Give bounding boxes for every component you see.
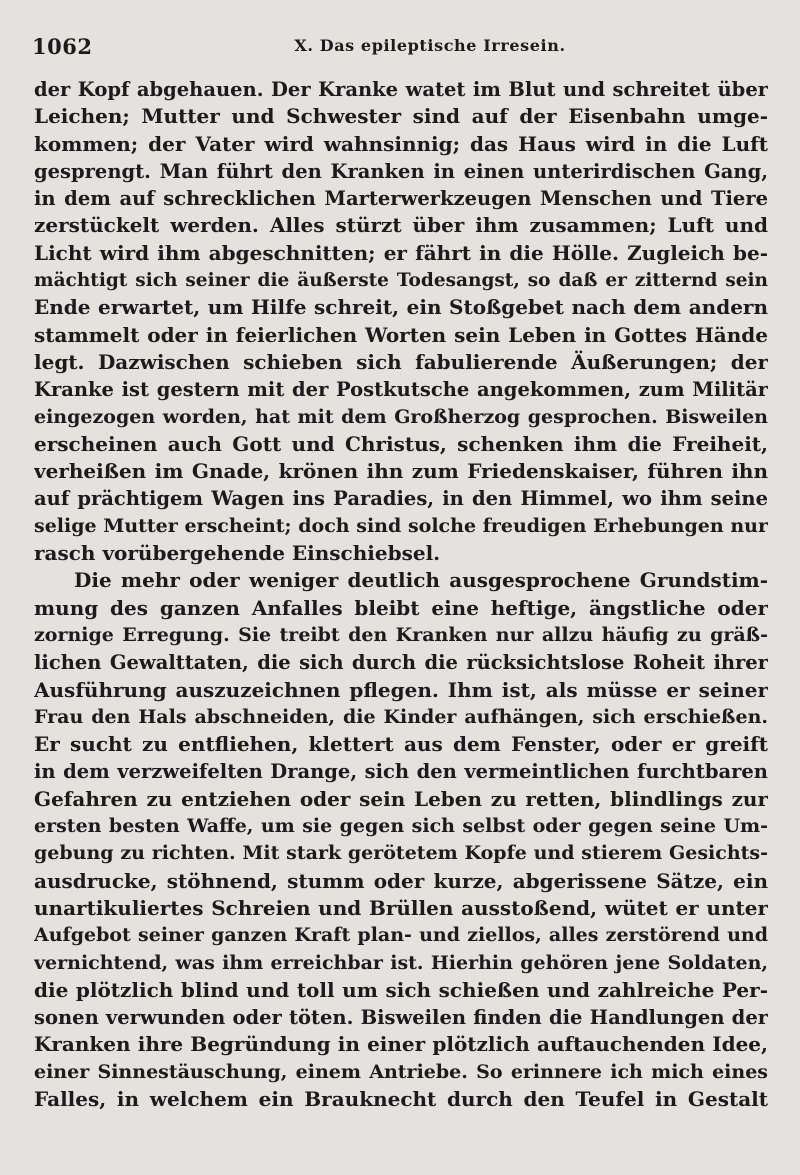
running-head: X. Das epileptische Irresein. — [294, 36, 566, 55]
paragraph-2 — [34, 567, 768, 1113]
text-line: die plötzlich blind und toll um sich schießen und zahlreiche Per- — [34, 977, 768, 1002]
text-line: ausdrucke, stöhnend, stumm oder kurze, abgerissene Sätze, ein — [34, 868, 768, 893]
text-line: in dem auf schrecklichen Marterwerkzeugen Menschen und Tiere — [34, 187, 768, 211]
text-line: Er sucht zu entfliehen, klettert aus dem Fenster, oder er greift — [34, 732, 768, 757]
text-line: in dem verzweifelten Drange, sich den vermeintlichen furchtbaren — [34, 760, 768, 784]
text-line: sonen verwunden oder töten. Bisweilen finden die Handlungen der — [34, 1006, 768, 1030]
text-line: der Kopf abgehauen. Der Kranke watet im Blut und schreitet über — [34, 78, 768, 101]
page-number: 1062 — [32, 34, 93, 59]
text-line: Ausführung auszuzeichnen pflegen. Ihm ist, als müsse er seiner — [34, 677, 768, 702]
text-line: gebung zu richten. Mit stark gerötetem Kopfe und stierem Gesichts- — [34, 842, 768, 865]
text-line: erscheinen auch Gott und Christus, schenken ihm die Freiheit, — [34, 431, 768, 456]
text-line: einer Sinnestäuschung, einem Antriebe. So erinnere ich mich eines — [34, 1060, 768, 1083]
text-line: vernichtend, was ihm erreichbar ist. Hierhin gehören jene Soldaten, — [34, 951, 768, 974]
text-line: Die mehr oder weniger deutlich ausgesprochene Grundstim- — [74, 568, 768, 593]
text-line: Licht wird ihm abgeschnitten; er fährt in die Hölle. Zugleich be- — [34, 240, 768, 265]
text-line: mächtigt sich seiner die äußerste Todesangst, so daß er zitternd sein — [34, 270, 768, 292]
text-line: zerstückelt werden. Alles stürzt über ihm zusammen; Luft und — [34, 213, 768, 238]
text-line: rasch vorübergehende Einschiebsel. — [34, 541, 441, 566]
text-line: verheißen im Gnade, krönen ihn zum Friedenskaiser, führen ihn — [34, 459, 768, 484]
page-header — [32, 34, 768, 58]
text-line: zornige Erregung. Sie treibt den Kranken nur allzu häufig zu gräß- — [34, 623, 768, 646]
text-line: Frau den Hals abschneiden, die Kinder aufhängen, sich erschießen. — [34, 705, 768, 728]
paragraph-1 — [34, 76, 768, 567]
text-line: Falles, in welchem ein Brauknecht durch den Teufel in Gestalt — [34, 1086, 768, 1111]
text-line: unartikuliertes Schreien und Brüllen ausstoßend, wütet er unter — [34, 895, 768, 920]
text-line: mung des ganzen Anfalles bleibt eine heftige, ängstliche oder — [34, 595, 768, 620]
text-line: lichen Gewalttaten, die sich durch die rücksichtslose Roheit ihrer — [34, 651, 768, 675]
text-line: Ende erwartet, um Hilfe schreit, ein Stoßgebet nach dem andern — [34, 295, 768, 320]
body-text — [34, 76, 768, 1113]
text-line: Leichen; Mutter und Schwester sind auf der Eisenbahn umge- — [34, 104, 768, 129]
text-line: Kranken ihre Begründung in einer plötzlich auftauchenden Idee, — [34, 1032, 768, 1057]
text-line: legt. Dazwischen schieben sich fabulierende Äußerungen; der — [34, 349, 768, 374]
text-line: gesprengt. Man führt den Kranken in einen unterirdischen Gang, — [34, 159, 768, 183]
text-line: eingezogen worden, hat mit dem Großherzog gesprochen. Bisweilen — [34, 405, 768, 428]
text-line: Aufgebot seiner ganzen Kraft plan- und ziellos, alles zerstörend und — [34, 924, 768, 947]
text-line: selige Mutter erscheint; doch sind solche freudigen Erhebungen nur — [34, 514, 768, 537]
text-line: ersten besten Waffe, um sie gegen sich selbst oder gegen seine Um- — [34, 815, 768, 838]
text-line: kommen; der Vater wird wahnsinnig; das Haus wird in die Luft — [34, 131, 768, 156]
text-line: Gefahren zu entziehen oder sein Leben zu retten, blindlings zur — [34, 786, 768, 811]
text-line: auf prächtigem Wagen ins Paradies, in den Himmel, wo ihm seine — [34, 487, 768, 511]
text-line: stammelt oder in feierlichen Worten sein Leben in Gottes Hände — [34, 322, 768, 347]
text-line: Kranke ist gestern mit der Postkutsche angekommen, zum Militär — [34, 378, 768, 402]
